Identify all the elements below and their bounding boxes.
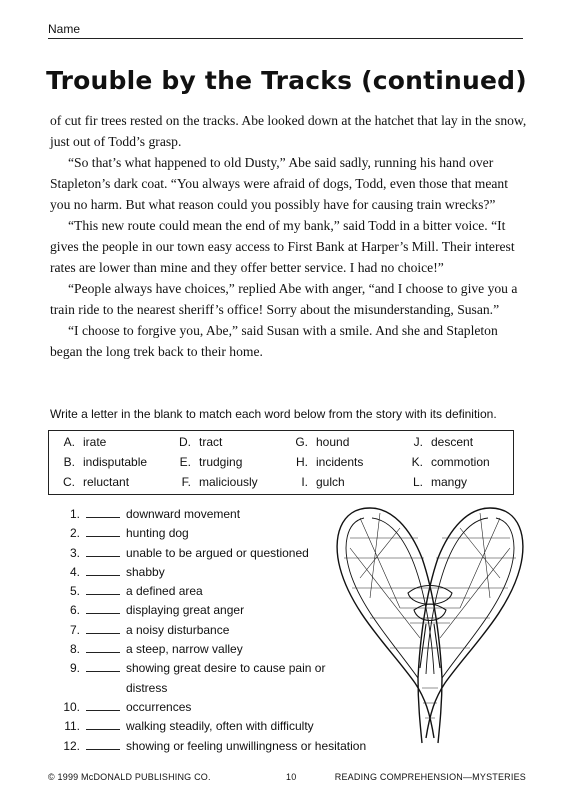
word-bank-entry <box>165 452 282 472</box>
item-number: 2. <box>69 526 80 541</box>
story-paragraph: “I choose to forgive you, Abe,” said Susan with a smile. And she and Stapleton began the long trek back to their home. <box>50 323 498 359</box>
definition-text: a noisy disturbance <box>126 622 230 637</box>
copyright-text: © 1999 McDONALD PUBLISHING CO. <box>48 772 211 782</box>
answer-blank[interactable] <box>86 659 120 672</box>
answer-blank[interactable] <box>86 524 120 537</box>
answer-blank[interactable] <box>86 563 120 576</box>
answer-blank[interactable] <box>86 621 120 634</box>
answer-blank[interactable] <box>86 640 120 653</box>
word-bank-entry <box>49 472 165 492</box>
word-letter: B. <box>63 455 75 469</box>
word-text: incidents <box>316 455 364 469</box>
definition-item <box>52 582 372 601</box>
definition-item <box>52 621 372 640</box>
item-number: 10. <box>63 699 80 714</box>
definition-text: shabby <box>126 564 165 579</box>
word-letter: H. <box>296 455 308 469</box>
page-number: 10 <box>286 772 297 782</box>
item-number: 11. <box>64 719 80 734</box>
definition-item <box>52 737 372 756</box>
story-paragraph: “This new route could mean the end of my bank,” said Todd in a bitter voice. “It gives the people in our town easy access to First Bank at Harper’s Mill. Their interest rates are lower than mine and they offer better service. I had no choice!” <box>50 218 515 275</box>
name-field-line <box>48 22 523 39</box>
name-label: Name <box>48 22 81 36</box>
definition-list <box>52 505 372 756</box>
word-text: commotion <box>431 455 490 469</box>
page-title: Trouble by the Tracks (continued) <box>46 66 527 95</box>
item-number: 8. <box>69 642 80 657</box>
word-bank-entry <box>397 452 513 472</box>
definition-item <box>52 544 372 563</box>
definition-text: downward movement <box>126 507 241 521</box>
item-number: 7. <box>69 622 80 637</box>
word-bank-entry <box>165 472 282 492</box>
definition-item <box>52 679 372 698</box>
word-text: hound <box>316 435 350 449</box>
item-number: 1. <box>69 507 80 521</box>
word-text: reluctant <box>83 475 130 489</box>
word-bank-entry <box>49 452 165 472</box>
definition-text: showing or feeling unwillingness or hesitation <box>126 738 367 753</box>
word-bank-entry <box>282 432 397 452</box>
word-bank-entry <box>282 452 397 472</box>
word-letter: L. <box>412 475 423 489</box>
definition-item <box>52 659 372 678</box>
definition-text: a defined area <box>126 584 203 599</box>
definition-item <box>52 505 372 524</box>
definition-text: occurrences <box>126 699 192 714</box>
word-bank-entry <box>397 432 513 452</box>
answer-blank <box>86 679 120 691</box>
word-text: irate <box>83 435 107 449</box>
definition-item <box>52 524 372 543</box>
story-paragraph: of cut fir trees rested on the tracks. Abe looked down at the hatchet that lay in the snow, just out of Todd’s grasp. <box>50 113 527 149</box>
item-number: 4. <box>69 564 80 579</box>
snowshoes-illustration <box>330 498 530 756</box>
definition-text: showing great desire to cause pain or <box>126 661 326 676</box>
answer-blank[interactable] <box>86 582 120 595</box>
word-text: tract <box>199 435 223 449</box>
word-bank <box>48 430 514 495</box>
definition-text: displaying great anger <box>126 603 245 618</box>
word-bank-entry <box>282 472 397 492</box>
word-letter: F. <box>181 475 191 489</box>
word-bank-entry <box>165 432 282 452</box>
word-text: mangy <box>431 475 468 489</box>
word-letter: K. <box>411 455 423 469</box>
definition-text: distress <box>126 680 168 695</box>
definition-text: unable to be argued or questioned <box>126 545 309 560</box>
word-letter: I. <box>301 475 308 489</box>
word-text: trudging <box>199 455 243 469</box>
answer-blank[interactable] <box>86 717 120 730</box>
definition-text: a steep, narrow valley <box>126 642 243 657</box>
item-number: 9. <box>69 661 80 676</box>
answer-blank[interactable] <box>86 601 120 614</box>
word-text: indisputable <box>83 455 148 469</box>
definition-item <box>52 563 372 582</box>
definition-item <box>52 717 372 736</box>
word-letter: G. <box>295 435 308 449</box>
definition-item <box>52 698 372 717</box>
word-letter: D. <box>179 435 191 449</box>
story-paragraph: “So that’s what happened to old Dusty,” Abe said sadly, running his hand over Stapleton’s dark coat. “You always were afraid of dogs, Todd, even those that meant you no harm. But what reason could you possibly have for causing train wrecks?” <box>50 155 508 212</box>
instructions: Write a letter in the blank to match each word below from the story with its definition. <box>50 407 497 421</box>
item-number: 12. <box>63 738 80 753</box>
story-text <box>50 110 528 362</box>
definition-item <box>52 601 372 620</box>
item-number <box>52 679 80 698</box>
word-text: gulch <box>316 475 345 489</box>
item-number: 5. <box>69 584 80 599</box>
word-text: maliciously <box>199 475 258 489</box>
word-letter: C. <box>63 475 75 489</box>
item-number: 6. <box>69 603 80 618</box>
word-bank-entry <box>397 472 513 492</box>
word-letter: E. <box>179 455 191 469</box>
word-text: descent <box>431 435 474 449</box>
series-title: READING COMPREHENSION—MYSTERIES <box>334 772 526 782</box>
item-number: 3. <box>69 545 80 560</box>
answer-blank[interactable] <box>86 698 120 711</box>
word-letter: A. <box>63 435 75 449</box>
story-paragraph: “People always have choices,” replied Abe with anger, “and I choose to give you a train ride to the nearest sheriff’s office! Sorry about the misunderstanding, Susan.” <box>50 281 518 317</box>
word-letter: J. <box>413 435 423 449</box>
definition-text: hunting dog <box>126 526 189 541</box>
word-bank-entry <box>49 432 165 452</box>
answer-blank[interactable] <box>86 544 120 557</box>
answer-blank[interactable] <box>86 505 120 518</box>
definition-item <box>52 640 372 659</box>
answer-blank[interactable] <box>86 737 120 750</box>
definition-text: walking steadily, often with difficulty <box>126 719 314 734</box>
